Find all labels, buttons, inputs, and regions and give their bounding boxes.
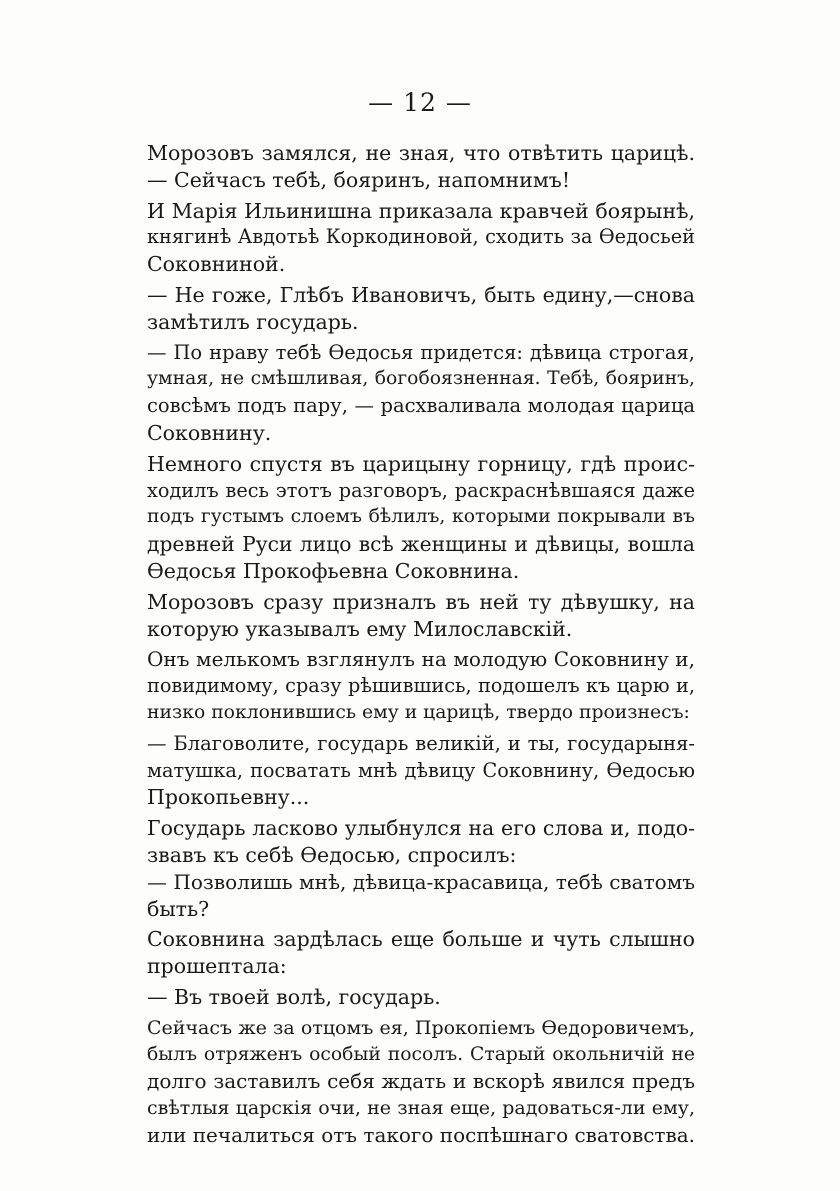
text-line: которую указывалъ ему Милославскій.: [147, 616, 573, 641]
text-line: И Марія Ильинишна приказала кравчей боярынѣ,: [147, 198, 695, 223]
text-line: Онъ мелькомъ взглянулъ на молодую Соковнину и,: [147, 647, 695, 672]
text-line: древней Руси лицо всѣ женщины и дѣвицы, вошла: [147, 532, 695, 557]
text-line: Сейчасъ же за отцомъ ея, Прокопіемъ Ѳедоровичемъ,: [147, 1016, 695, 1039]
text-line: Немного спустя въ царицыну горницу, гдѣ проис-: [147, 451, 695, 476]
text-line: — По нраву тебѣ Ѳедосья придется: дѣвица строгая,: [147, 340, 695, 364]
text-line: княгинѣ Авдотьѣ Коркодиновой, сходить за Ѳедосьей: [147, 225, 695, 249]
text-line: Государь ласково улыбнулся на его слова и, подо-: [147, 816, 695, 841]
text-line: Морозовъ замялся, не зная, что отвѣтить царицѣ.: [147, 141, 695, 165]
text-line: ходилъ весь этотъ разговоръ, раскраснѣвшаяся даже: [147, 478, 695, 502]
page-number: — 12 —: [368, 88, 472, 117]
text-line: долго заставилъ себя ждать и вскорѣ явился предъ: [147, 1069, 695, 1094]
body-text: [147, 140, 695, 1149]
text-line: умная, не смѣшливая, богобоязненная. Тебѣ, бояринъ,: [147, 368, 695, 390]
text-line: свѣтлыя царскія очи, не зная еще, радоваться-ли ему,: [147, 1097, 695, 1120]
text-line: Соковнину.: [147, 420, 272, 445]
text-line: прошептала:: [147, 954, 287, 979]
text-line: повидимому, сразу рѣшившись, подошелъ къ царю и,: [147, 674, 695, 698]
text-line: быть?: [147, 896, 210, 921]
text-line: Соковниной.: [147, 252, 286, 277]
text-line: — Благоволите, государь великій, и ты, государыня-: [147, 731, 695, 755]
text-line: матушка, посватать мнѣ дѣвицу Соковнину, Ѳедосью: [147, 758, 695, 782]
text-line: Прокопьевну...: [147, 785, 310, 810]
text-line: былъ отряженъ особый посолъ. Старый окольничій не: [147, 1043, 695, 1065]
text-line: или печалиться отъ такого поспѣшнаго сватовства.: [147, 1122, 696, 1147]
text-line: совсѣмъ подъ пару, — расхваливала молодая царица: [147, 394, 695, 418]
text-line: низко поклонившись ему и царицѣ, твердо произнесъ:: [147, 701, 690, 723]
text-line: Соковнина зардѣлась еще больше и чуть слышно: [147, 927, 695, 952]
text-line: — Не гоже, Глѣбъ Ивановичъ, быть едину,—снова: [147, 282, 695, 307]
text-line: — Сейчасъ тебѣ, бояринъ, напомнимъ!: [147, 167, 571, 192]
text-line: звавъ къ себѣ Ѳедосью, спросилъ:: [147, 842, 517, 867]
text-line: Ѳедосья Прокофьевна Соковнина.: [147, 558, 520, 583]
text-line: Морозовъ сразу призналъ въ ней ту дѣвушку, на: [147, 589, 695, 614]
text-line: — Въ твоей волѣ, государь.: [147, 984, 441, 1009]
text-line: — Позволишь мнѣ, дѣвица-красавица, тебѣ сватомъ: [147, 869, 695, 894]
text-line: замѣтилъ государь.: [147, 309, 359, 334]
text-line: подъ густымъ слоемъ бѣлилъ, которыми покрывали въ: [147, 506, 695, 528]
